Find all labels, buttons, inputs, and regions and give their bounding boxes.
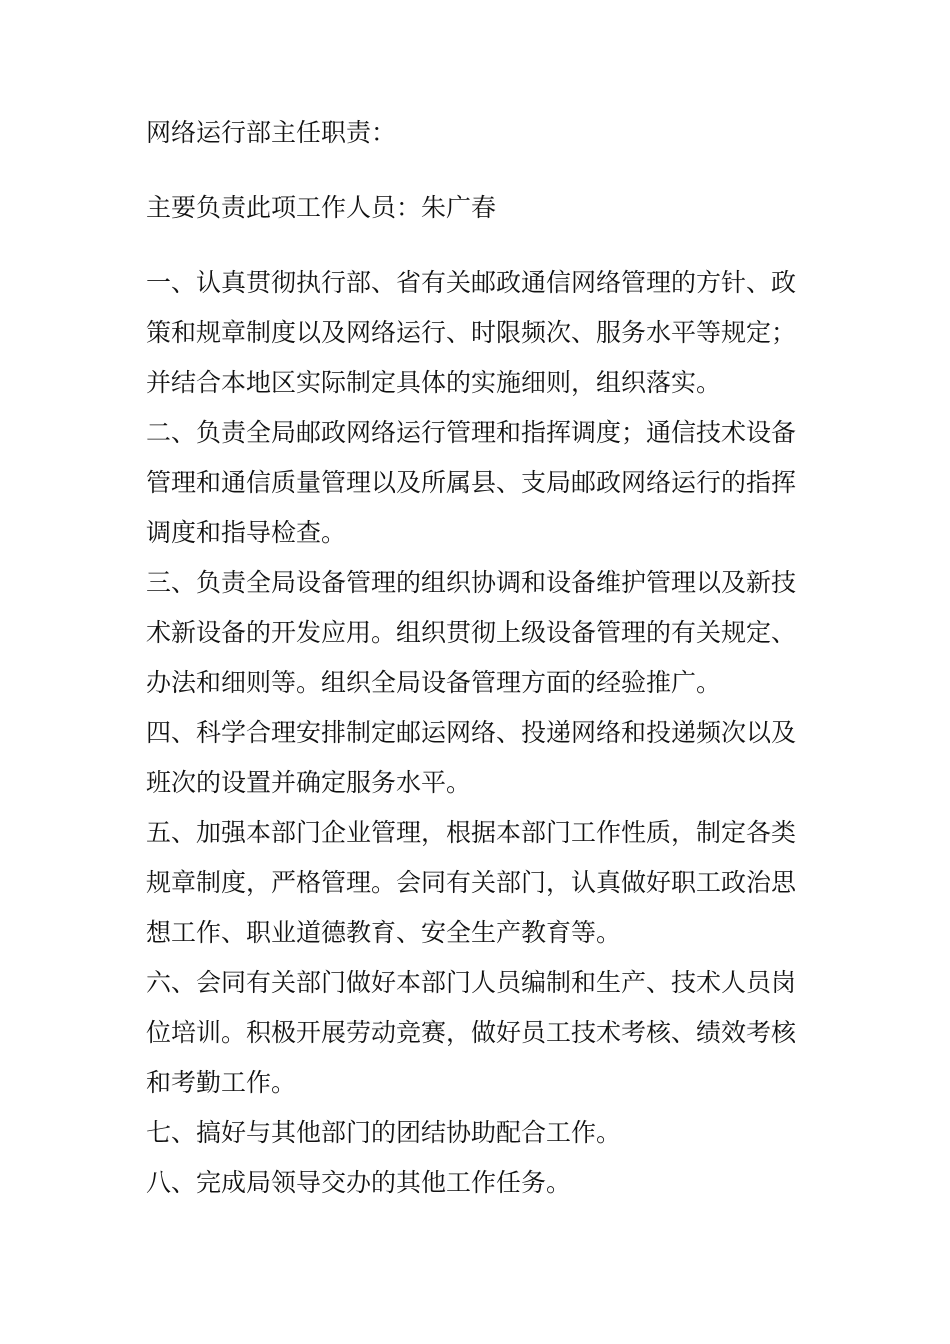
duty-line: 想工作、职业道德教育、安全生产教育等。 [146, 918, 622, 947]
duty-line: 二、负责全局邮政网络运行管理和指挥调度；通信技术设备 [146, 418, 797, 447]
duty-line: 八、完成局领导交办的其他工作任务。 [146, 1168, 572, 1197]
duty-line: 一、认真贯彻执行部、省有关邮政通信网络管理的方针、政 [146, 268, 797, 297]
responsible-person: 主要负责此项工作人员：朱广春 [146, 193, 497, 222]
duty-line: 班次的设置并确定服务水平。 [146, 768, 472, 797]
duty-line: 办法和细则等。组织全局设备管理方面的经验推广。 [146, 668, 722, 697]
duty-line: 四、科学合理安排制定邮运网络、投递网络和投递频次以及 [146, 718, 797, 747]
document-title: 网络运行部主任职责： [146, 118, 397, 147]
duty-line: 策和规章制度以及网络运行、时限频次、服务水平等规定； [146, 318, 797, 347]
duty-line: 六、会同有关部门做好本部门人员编制和生产、技术人员岗 [146, 968, 797, 997]
duty-line: 七、搞好与其他部门的团结协助配合工作。 [146, 1118, 622, 1147]
duty-line: 位培训。积极开展劳动竞赛，做好员工技术考核、绩效考核 [146, 1018, 797, 1047]
duty-line: 并结合本地区实际制定具体的实施细则，组织落实。 [146, 368, 722, 397]
duty-line: 管理和通信质量管理以及所属县、支局邮政网络运行的指挥 [146, 468, 797, 497]
duty-line: 术新设备的开发应用。组织贯彻上级设备管理的有关规定、 [146, 618, 797, 647]
duty-line: 五、加强本部门企业管理，根据本部门工作性质，制定各类 [146, 818, 797, 847]
duty-line: 规章制度，严格管理。会同有关部门，认真做好职工政治思 [146, 868, 797, 897]
duty-line: 调度和指导检查。 [146, 518, 347, 547]
duty-line: 三、负责全局设备管理的组织协调和设备维护管理以及新技 [146, 568, 797, 597]
duty-line: 和考勤工作。 [146, 1068, 297, 1097]
duties-list [146, 258, 814, 1208]
